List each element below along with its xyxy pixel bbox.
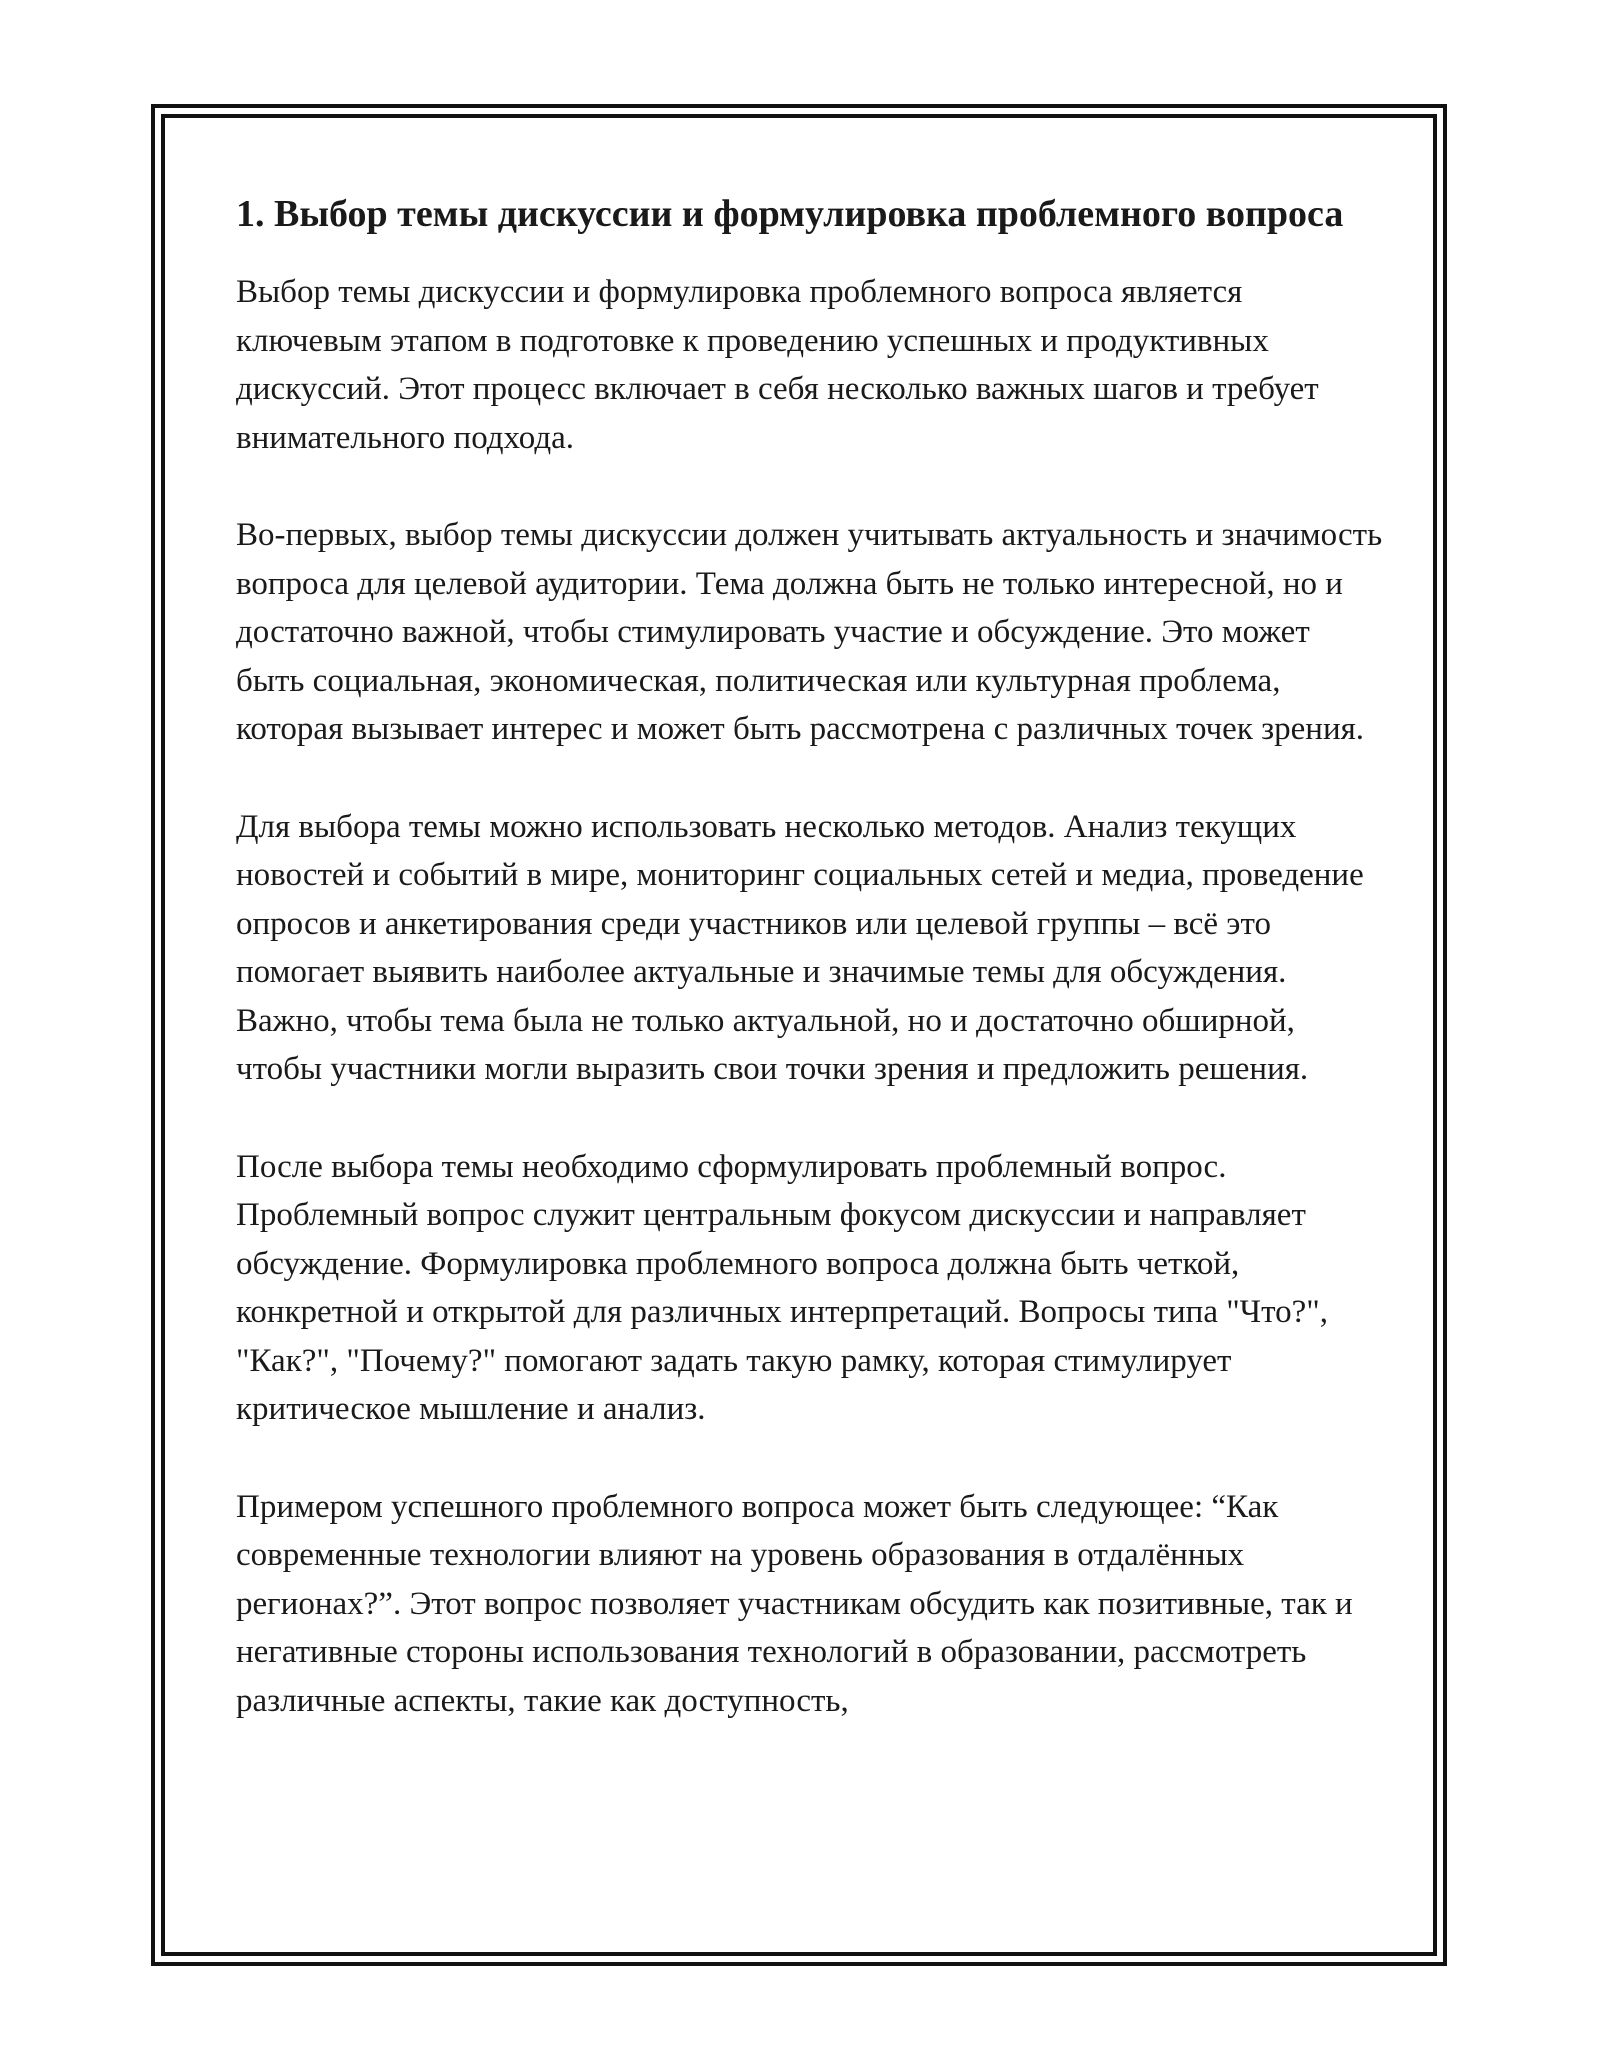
section-heading: 1. Выбор темы дискуссии и формулировка проблемного вопроса [236,193,1344,235]
paragraph-example: Примером успешного проблемного вопроса может быть следующее: “Как современные технологии влияют на уровень образования в отдалённых регионах?”. Этот вопрос позволяет участникам обсудить как позитивные, так и негативные стороны использования технологий в образовании, рассмотреть различные аспекты, такие как доступность, [236,1488,1353,1719]
paragraph-methods: Для выбора темы можно использовать несколько методов. Анализ текущих новостей и событий в мире, мониторинг социальных сетей и медиа, проведение опросов и анкетирования среди участников или целевой группы – всё это помогает выявить наиболее актуальные и значимые темы для обсуждения. Важно, чтобы тема была не только актуальной, но и достаточно обширной, чтобы участники могли выразить свои точки зрения и предложить решения. [236,808,1364,1087]
paragraph-question: После выбора темы необходимо сформулировать проблемный вопрос. Проблемный вопрос служит центральным фокусом дискуссии и направляет обсуждение. Формулировка проблемного вопроса должна быть четкой, конкретной и открытой для различных интерпретаций. Вопросы типа "Что?", "Как?", "Почему?" помогают задать такую рамку, которая стимулирует критическое мышление и анализ. [236,1148,1328,1427]
document-body [236,186,1386,1774]
paragraph-first: Во-первых, выбор темы дискуссии должен учитывать актуальность и значимость вопроса для целевой аудитории. Тема должна быть не только интересной, но и достаточно важной, чтобы стимулировать участие и обсуждение. Это может быть социальная, экономическая, политическая или культурная проблема, которая вызывает интерес и может быть рассмотрена с различных точек зрения. [236,517,1383,747]
paragraph-intro: Выбор темы дискуссии и формулировка проблемного вопроса является ключевым этапом в подготовке к проведению успешных и продуктивных дискуссий. Этот процесс включает в себя несколько важных шагов и требует внимательного подхода. [236,274,1319,456]
